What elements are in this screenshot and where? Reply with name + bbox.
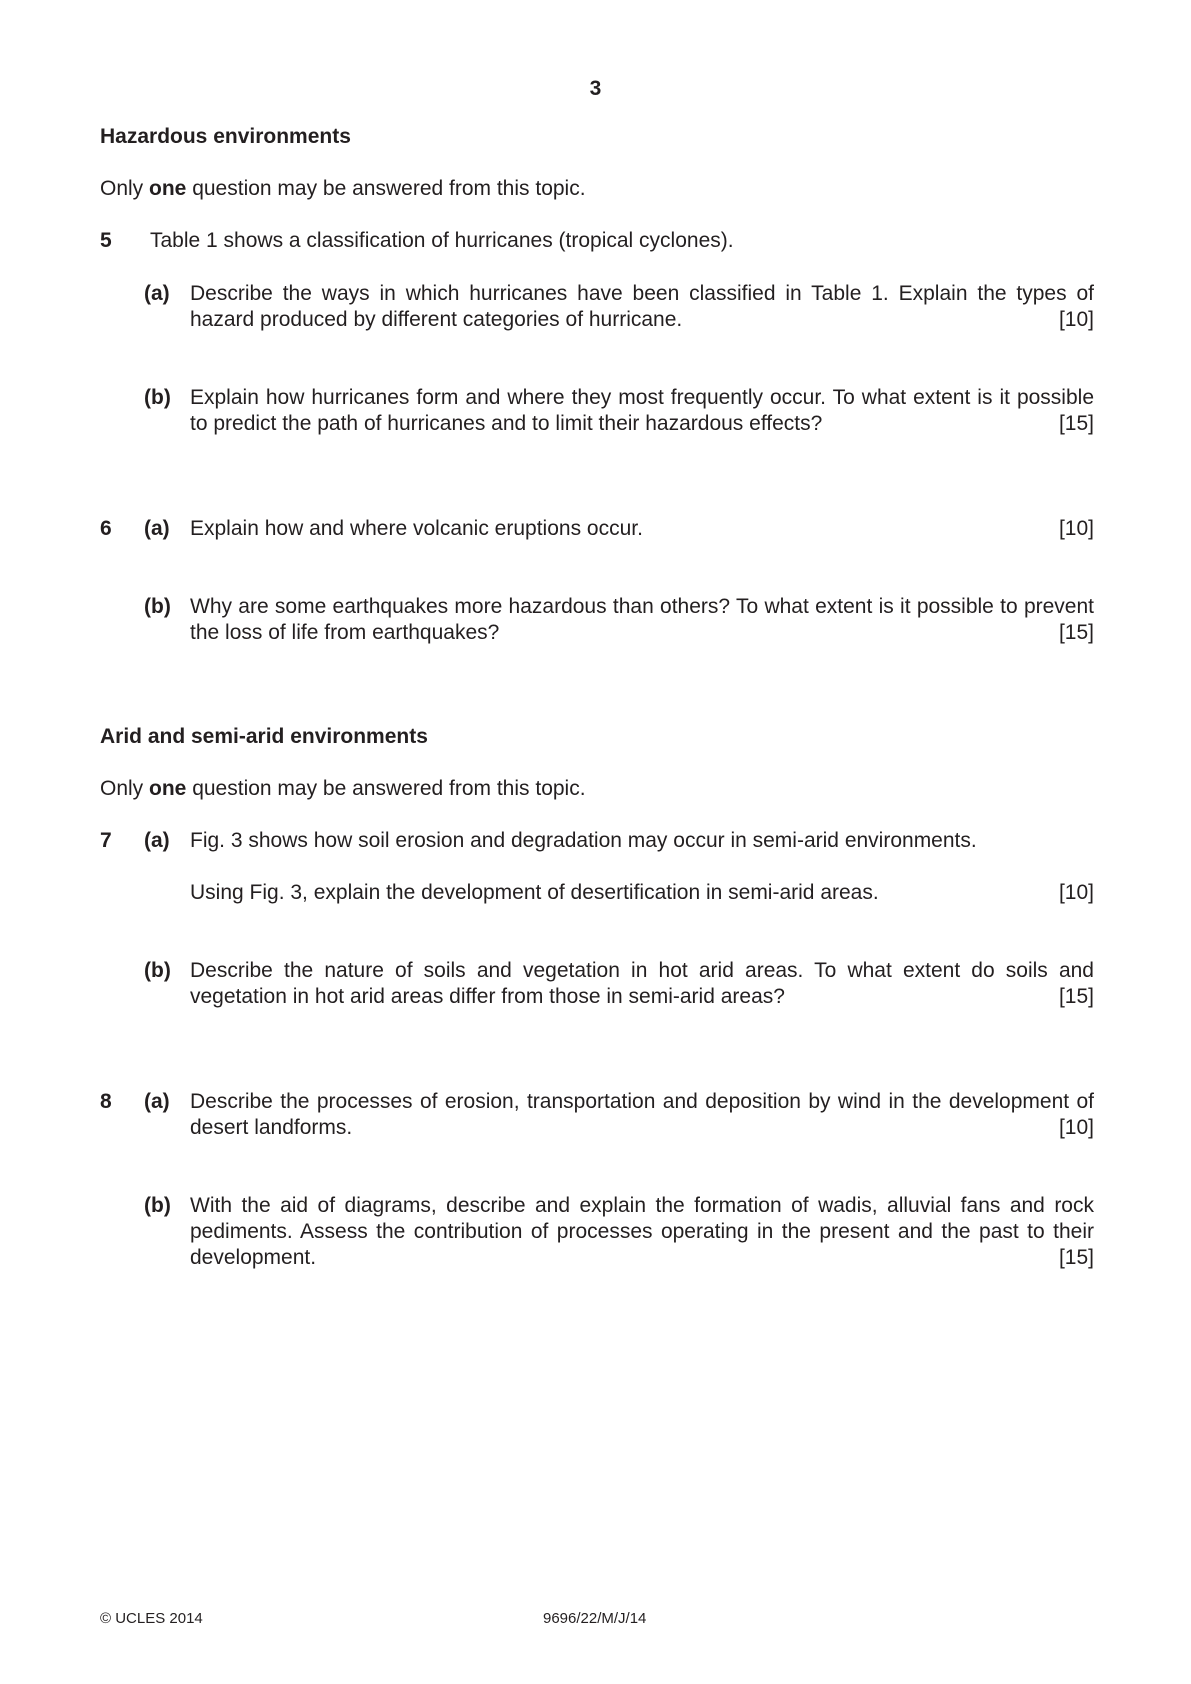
question-number-7: 7 [100, 829, 112, 852]
page-number: 3 [589, 77, 602, 100]
section-note-arid: Only one question may be answered from this topic. [100, 777, 586, 800]
question-6b-label: (b) [144, 595, 171, 618]
question-7a-part2 [190, 880, 1094, 906]
question-7b-label: (b) [144, 959, 171, 982]
question-8a-label: (a) [144, 1090, 170, 1113]
question-5-stem: Table 1 shows a classification of hurricanes (tropical cyclones). [150, 229, 734, 252]
question-5a [190, 281, 1094, 333]
question-8b [190, 1193, 1094, 1271]
question-6b [190, 594, 1094, 646]
question-8a-mark: [10] [1058, 1116, 1094, 1139]
question-7b-mark: [15] [1058, 985, 1094, 1008]
question-number-8: 8 [100, 1090, 112, 1113]
question-8a-text: Describe the processes of erosion, transportation and deposition by wind in the development of desert landforms. [190, 1090, 1094, 1139]
question-5b-label: (b) [144, 386, 171, 409]
question-6a [190, 516, 1094, 542]
question-6a-text: Explain how and where volcanic eruptions occur. [190, 517, 643, 540]
question-number-5: 5 [100, 229, 112, 252]
section-heading-arid: Arid and semi-arid environments [100, 725, 428, 748]
question-8a [190, 1089, 1094, 1141]
question-7a-text: Fig. 3 shows how soil erosion and degradation may occur in semi-arid environments. [190, 829, 977, 852]
question-8b-text: With the aid of diagrams, describe and explain the formation of wadis, alluvial fans and rock pediments. Assess the contribution of processes operating in the present and the past to their development. [190, 1194, 1094, 1269]
question-7a-label: (a) [144, 829, 170, 852]
question-7b-text: Describe the nature of soils and vegetation in hot arid areas. To what extent do soils and vegetation in hot arid areas differ from those in semi-arid areas? [190, 959, 1094, 1008]
question-5b-text: Explain how hurricanes form and where they most frequently occur. To what extent is it possible to predict the path of hurricanes and to limit their hazardous effects? [190, 386, 1094, 435]
footer-paper-code: 9696/22/M/J/14 [543, 1610, 647, 1627]
question-8b-mark: [15] [1058, 1246, 1094, 1269]
question-5b [190, 385, 1094, 437]
question-7a-text2: Using Fig. 3, explain the development of desertification in semi-arid areas. [190, 881, 879, 904]
question-6b-text: Why are some earthquakes more hazardous than others? To what extent is it possible to prevent the loss of life from earthquakes? [190, 595, 1094, 644]
section-note-hazardous: Only one question may be answered from this topic. [100, 177, 586, 200]
question-5b-mark: [15] [1058, 412, 1094, 435]
section-heading-hazardous: Hazardous environments [100, 125, 351, 148]
question-5a-label: (a) [144, 282, 170, 305]
question-6a-mark: [10] [1058, 517, 1094, 540]
question-7b [190, 958, 1094, 1010]
question-5a-mark: [10] [1058, 308, 1094, 331]
question-6b-mark: [15] [1058, 621, 1094, 644]
footer-copyright: © UCLES 2014 [100, 1610, 203, 1627]
question-6a-label: (a) [144, 517, 170, 540]
question-8b-label: (b) [144, 1194, 171, 1217]
question-5a-text: Describe the ways in which hurricanes have been classified in Table 1. Explain the types of hazard produced by different categories of hurricane. [190, 282, 1094, 331]
question-7a-mark: [10] [1058, 881, 1094, 904]
question-number-6: 6 [100, 517, 112, 540]
